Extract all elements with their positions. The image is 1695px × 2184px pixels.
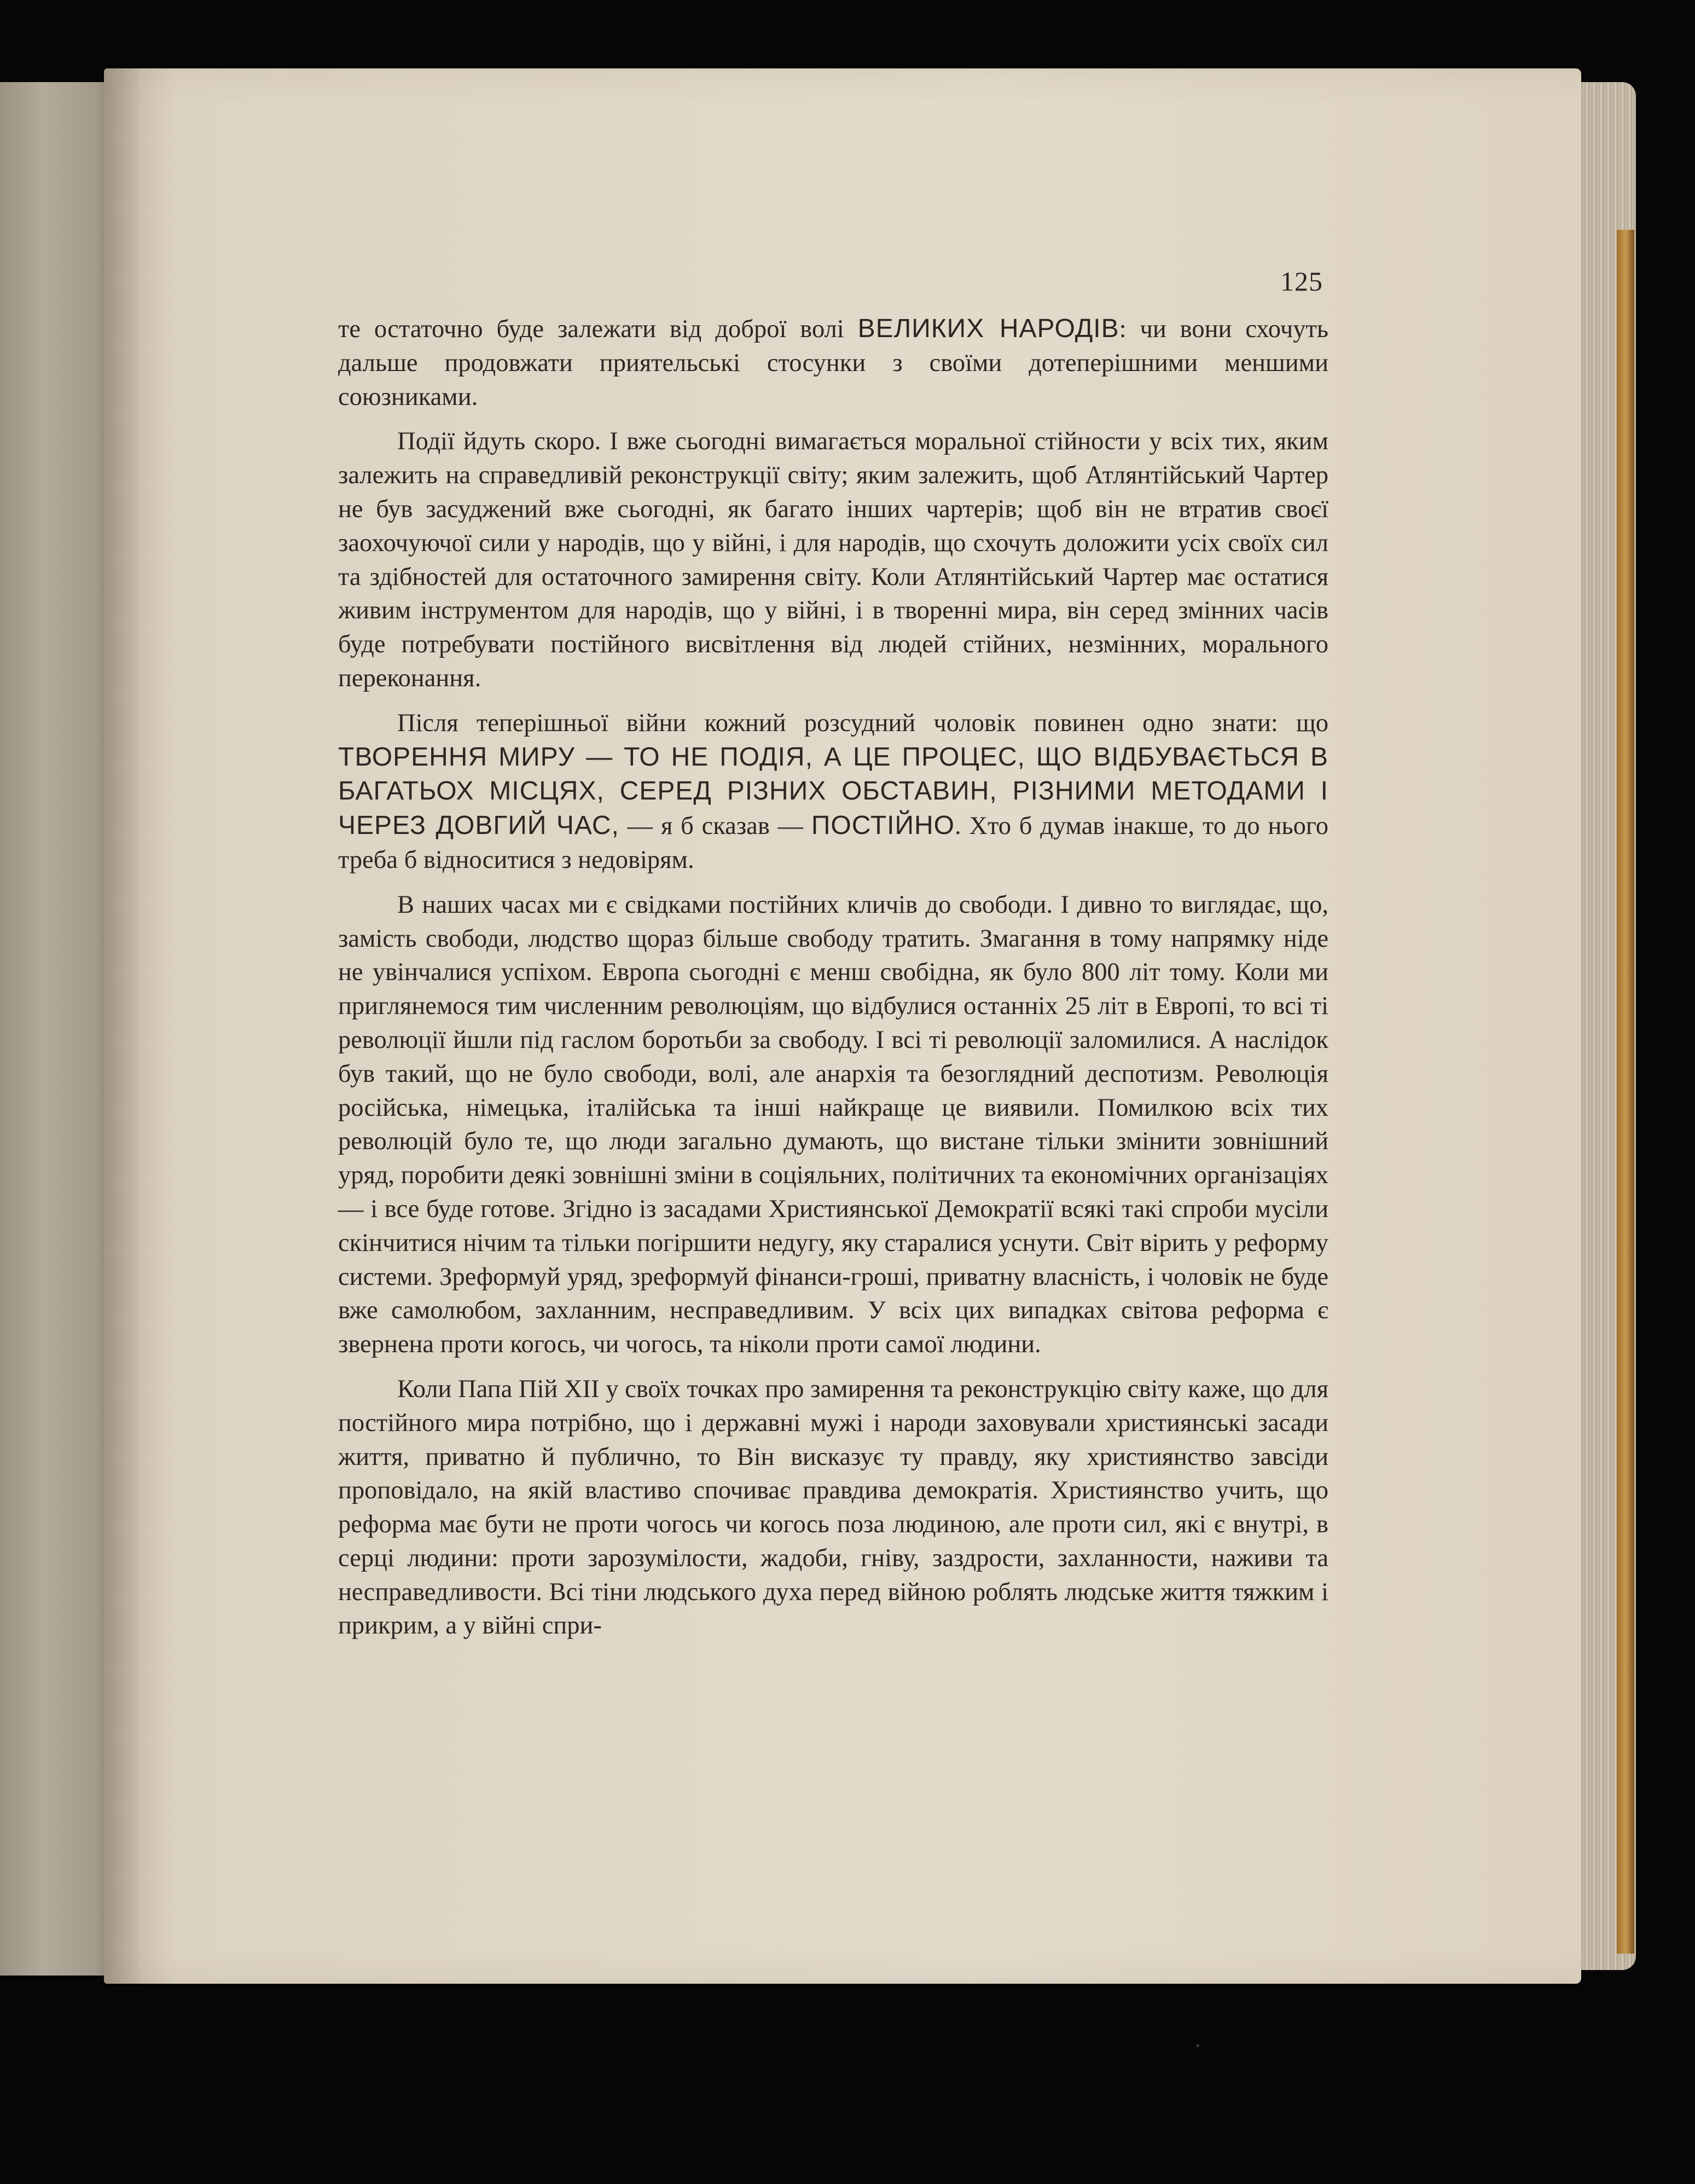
- paragraph-3-text-b: — я б сказав —: [619, 812, 811, 841]
- paragraph-1-text-a: те остаточно буде залежати від доброї волі: [338, 315, 858, 343]
- page-body-text: [338, 312, 1328, 1654]
- paper-speck: [1196, 2044, 1199, 2047]
- paragraph-3-text-c: . Хто б думав інакше, то до нього треба б відноситися з недовірям.: [338, 812, 1328, 874]
- paragraph-1-text-b: : чи вони схочуть дальше продовжати приятельські стосунки з своїми дотеперішними меншими союзниками.: [338, 315, 1328, 411]
- page-number: 125: [1280, 266, 1323, 297]
- paragraph-4: В наших часах ми є свідками постійних кличів до свободи. І дивно то виглядає, що, замість свободи, людство щораз більше свободу тратить. Змагання в тому напрямку ніде не увінчалися успіхом. Европа сьогодні є менш свобідна, як було 800 літ тому. Коли ми приглянемося тим численним революціям, що відбулися останніх 25 літ в Европі, то всі ті революції йшли під гаслом боротьби за свободу. І всі ті революції заломилися. А наслідок був такий, що не було свободи, волі, але анархія та безоглядний деспотизм. Революція російська, німецька, італійська та інші найкраще це виявили. Помилкою всіх тих революцій було те, що люди загально думають, що вистане тільки змінити зовнішний уряд, поробити деякі зовнішні зміни в соціяльних, політичних та економічних організаціях — і все буде готове. Згідно із засадами Християнської Демократії всякі такі спроби мусіли скінчитися нічим та тільки погіршити недугу, яку старалися уснути. Світ вірить у реформу системи. Зреформуй уряд, зреформуй фінанси-гроші, приватну власність, і чоловік не буде вже самолюбом, захланним, несправедливим. У всіх цих випадках світова реформа є звернена проти когось, чи чогось, та ніколи проти самої людини.: [338, 890, 1329, 1359]
- paragraph-3-text-a: Після теперішньої війни кожний розсудний чоловік повинен одно знати: що: [397, 709, 1328, 737]
- book-binding: [1617, 230, 1634, 1954]
- paragraph-5: Коли Папа Пій XII у своїх точках про замирення та реконструкцію світу каже, що для постійного мира потрібно, що і державні мужі і народи заховували християнські засади життя, приватно й публично, то Він висказує ту правду, яку християнство завсіди проповідало, на якій властиво спочиває правдива демократія. Християнство учить, що реформа має бути не проти чогось чи когось поза людиною, але проти сил, які є внутрі, в серці людини: проти зарозумілости, жадоби, гніву, заздрости, захланности, наживи та несправедливости. Всі тіни людського духа перед війною роблять людське життя тяжким і прикрим, а у війні спри-: [338, 1375, 1328, 1640]
- paragraph-2: Події йдуть скоро. І вже сьогодні вимагається моральної стійности у всіх тих, яким залежить на справедливій реконструкції світу; яким залежить, щоб Атлянтійський Чартер не був засуджений вже сьогодні, як багато інших чартерів; щоб він не втратив своєї заохочуючої сили у народів, що у війні, і для народів, що схочуть доложити усіх своїх сил та здібностей для остаточного замирення світу. Коли Атлянтійський Чартер має остатися живим інструментом для народів, що у війні, і в творенні мира, він серед змінних часів буде потребувати постійного висвітлення від людей стійних, незмінних, морального переконання.: [338, 427, 1328, 692]
- paragraph-3: [338, 706, 1328, 877]
- paragraph-3-caps-2: ПОСТІЙНО: [811, 811, 955, 841]
- paragraph-1-caps: ВЕЛИКИХ НАРОДІВ: [857, 314, 1119, 343]
- paragraph-1: [338, 312, 1328, 414]
- paragraph-3-caps-1: ТВОРЕННЯ МИРУ — ТО НЕ ПОДІЯ, А ЦЕ ПРОЦЕС, ЩО ВІДБУВАЄТЬСЯ В БАГАТЬОХ МІСЦЯХ, СЕРЕД РІЗНИХ ОБСТАВИН, РІЗНИМИ МЕТОДАМИ І ЧЕРЕЗ ДОВГИЙ ЧАС,: [338, 742, 1328, 841]
